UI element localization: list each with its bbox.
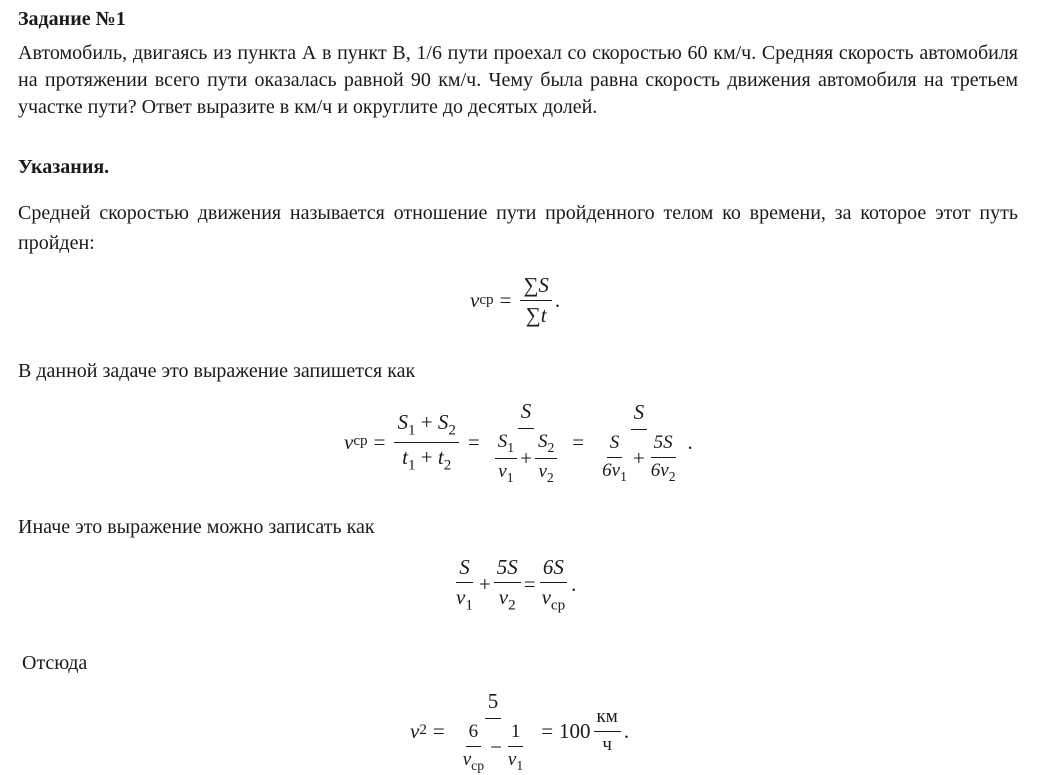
denominator-sum: $\frac{S_1}{v_1}$ + $\frac{S_2}{v_2}$ bbox=[489, 429, 564, 486]
period: . bbox=[554, 288, 561, 313]
fraction-sum bbox=[520, 272, 551, 330]
unit-km-per-h: $\frac{км}{ч}$ bbox=[594, 705, 621, 757]
fraction-result bbox=[454, 688, 532, 775]
period: . bbox=[687, 429, 693, 454]
task-paragraph: Автомобиль, двигаясь из пункта А в пункт В, 1/6 пути проехал со скоростью 60 км/ч. Средняя скорость автомобиля на протяжении всего пути оказалась равной 90 км/ч. Чему была равна скорость движения автомобиля на третьем участке пути? Ответ выразите в км/ч и округлите до десятых долей. bbox=[18, 42, 1018, 118]
denominator-difference: $\frac{6}{v_{ср}}$ − $\frac{1}{v_1}$ bbox=[462, 721, 524, 773]
symbol-v: v bbox=[470, 288, 480, 313]
equals-sign: = bbox=[572, 429, 585, 454]
denominator: $t_1 + t_2$ bbox=[402, 444, 452, 473]
numerator-sum-s: ∑S bbox=[520, 272, 551, 301]
formula-average-speed bbox=[470, 272, 560, 330]
formula-result bbox=[410, 688, 629, 775]
equals-sign: = bbox=[523, 572, 536, 597]
fraction-6s-vcp: $\frac{6S}{v_{ср}}$ bbox=[541, 555, 566, 614]
subscript-2: 2 bbox=[419, 722, 427, 739]
formula-alternative bbox=[450, 554, 576, 616]
result-value: 100 bbox=[559, 718, 591, 743]
fraction-5s-v2: $\frac{5S}{v_2}$ bbox=[494, 554, 521, 616]
subscript-cp: ср bbox=[353, 433, 368, 450]
numerator: $S_1 + S_2$ bbox=[394, 409, 458, 443]
hint-paragraph-1: Средней скоростью движения называется отношение пути пройденного телом ко времени, за которое этот путь пройден: bbox=[18, 202, 1018, 254]
fraction-s-v1: $\frac{S}{v_1}$ bbox=[456, 555, 473, 614]
numerator-s: S bbox=[518, 398, 535, 429]
hint-paragraph-2: В данной задаче это выражение запишется как bbox=[18, 360, 416, 382]
equals-sign: = bbox=[467, 429, 480, 454]
equals-sign: = bbox=[499, 288, 512, 313]
fraction-s-over-t bbox=[394, 409, 458, 476]
denominator-sixths: $\frac{S}{6v_1}$ + $\frac{5S}{6v_2}$ bbox=[602, 432, 676, 484]
hint-paragraph-3: Иначе это выражение можно записать как bbox=[18, 516, 375, 538]
fraction-s-over-sixths bbox=[593, 399, 684, 486]
fraction-s-over-sum bbox=[489, 398, 564, 486]
subscript-cp: ср bbox=[479, 291, 494, 308]
equals-sign: = bbox=[373, 429, 386, 454]
hints-title: Указания. bbox=[18, 156, 110, 178]
task-title: Задание №1 bbox=[18, 8, 126, 30]
equals-sign: = bbox=[541, 718, 554, 743]
period: . bbox=[571, 572, 577, 597]
equals-sign: = bbox=[432, 718, 445, 743]
symbol-v: v bbox=[344, 429, 354, 454]
denominator-sum-t: ∑t bbox=[525, 303, 547, 328]
numerator-s: S bbox=[631, 399, 648, 430]
plus-sign: + bbox=[478, 572, 491, 597]
symbol-v: v bbox=[410, 718, 420, 743]
formula-task-expression bbox=[344, 398, 693, 486]
numerator-5: 5 bbox=[485, 688, 502, 719]
hint-paragraph-4: Отсюда bbox=[22, 652, 88, 674]
period: . bbox=[623, 718, 630, 743]
